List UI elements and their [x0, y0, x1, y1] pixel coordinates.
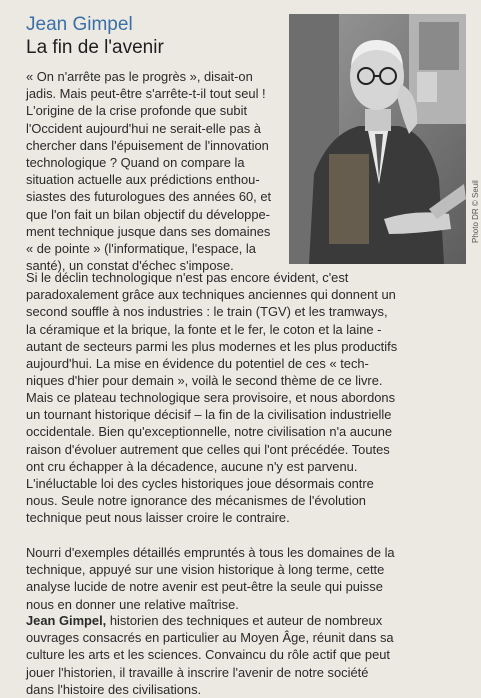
text-line: situation actuelle aux prédictions enthou-	[26, 172, 260, 188]
text-line: « de pointe » (l'informatique, l'espace, la	[26, 241, 256, 257]
text-line: siastes des futurologues des années 60, et	[26, 189, 272, 205]
text-line: raison d'évoluer autrement que celles qui l'ont précédée. Toutes	[26, 441, 390, 457]
text-line: que l'on fait un bilan objectif du développe-	[26, 206, 270, 222]
text-line: L'inéluctable loi des cycles historiques joue désormais contre	[26, 476, 374, 492]
text-line: paradoxalement grâce aux techniques anciennes qui donnent un	[26, 287, 396, 303]
author-photo	[289, 14, 466, 264]
text-line: occidentale. Bien qu'exceptionnelle, notre civilisation n'a aucune	[26, 424, 393, 440]
text-line: culture les arts et les sciences. Convaincu du rôle actif que peut	[26, 647, 390, 663]
text-line: un tournant historique décisif – la fin de la civilisation industrielle	[26, 407, 392, 423]
text-line: nous en donner une relative maîtrise.	[26, 596, 239, 612]
text-line: aujourd'hui. La mise en évidence du potentiel de ces « tech-	[26, 356, 369, 372]
text-line: chercher dans l'épuisement de l'innovation	[26, 137, 269, 153]
paragraph-summary	[26, 544, 395, 613]
bio-first-line: historien des techniques et auteur de nombreux	[106, 613, 383, 628]
text-line: technique, appuyé sur une vision historique à long terme, cette	[26, 562, 385, 578]
author-bio	[26, 612, 394, 698]
text-line: niques d'hier pour demain », voilà le second thème de ce livre.	[26, 373, 383, 389]
text-line: jadis. Mais peut-être s'arrête-t-il tout seul !	[26, 86, 266, 102]
text-line: L'origine de la crise profonde que subit	[26, 103, 248, 119]
text-line: nous. Seule notre ignorance des mécanismes de l'évolution	[26, 493, 366, 509]
text-line: santé), un constat d'échec s'impose.	[26, 258, 234, 274]
photo-credit: Photo DR © Seuil	[471, 180, 480, 243]
text-line: technologique ? Quand on compare la	[26, 155, 245, 171]
author-portrait-image	[289, 14, 466, 264]
intro-paragraph	[26, 68, 271, 274]
text-line: « On n'arrête pas le progrès », disait-on	[26, 69, 253, 84]
text-line: jouer l'historien, il travaille à inscrire l'avenir de notre société	[26, 664, 369, 680]
paragraph-plateau	[26, 389, 395, 527]
text-line: la céramique et la brique, la fonte et le fer, le coton et la laine -	[26, 321, 382, 337]
text-line: second souffle à nos industries : le train (TGV) et les tramways,	[26, 304, 388, 320]
text-line: Nourri d'exemples détaillés empruntés à tous les domaines de la	[26, 545, 395, 560]
text-line: dans l'histoire des civilisations.	[26, 681, 202, 697]
bio-author-name: Jean Gimpel,	[26, 613, 107, 628]
text-line: Mais ce plateau technologique sera provisoire, et nous abordons	[26, 390, 396, 405]
text-line	[26, 612, 394, 629]
book-title: La fin de l'avenir	[26, 37, 164, 58]
text-line: technique peut nous laisser croire le contraire.	[26, 510, 290, 526]
paragraph-techniques	[26, 269, 397, 389]
text-line: ouvrages consacrés en particulier au Moyen Âge, réunit dans sa	[26, 630, 394, 646]
text-line: ment technique jusque dans ses domaines	[26, 223, 271, 239]
author-name: Jean Gimpel	[26, 14, 133, 35]
text-line: l'Occident aujourd'hui ne serait-elle pas à	[26, 120, 261, 136]
text-line: analyse lucide de notre avenir est peut-être la seule qui puisse	[26, 579, 383, 595]
text-line: Si le déclin technologique n'est pas encore évident, c'est	[26, 270, 349, 285]
text-line: ont cru échapper à la décadence, aucune n'y est parvenu.	[26, 458, 358, 474]
text-line: autant de secteurs parmi les plus modernes et les plus productifs	[26, 338, 398, 354]
